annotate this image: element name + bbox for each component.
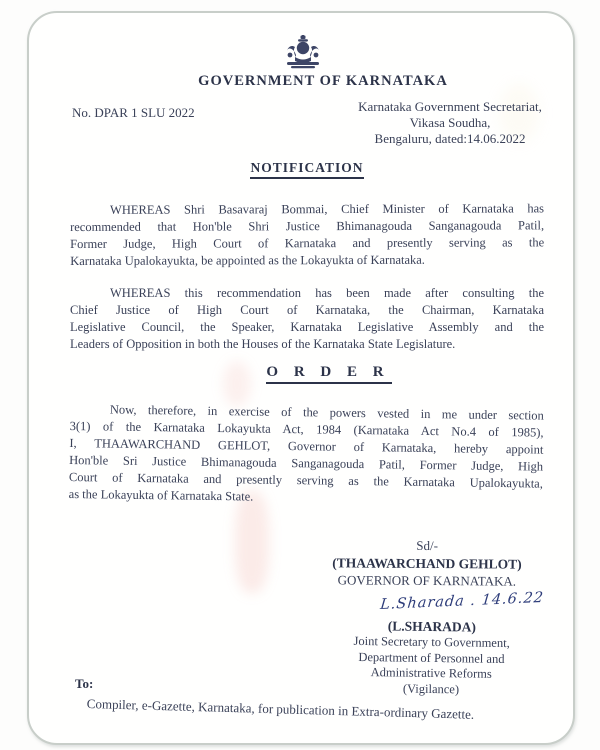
secretary-signature-block bbox=[290, 616, 573, 699]
secretariat-address bbox=[329, 99, 571, 147]
sd-notation: Sd/- bbox=[416, 537, 439, 554]
to-label: To: bbox=[75, 676, 94, 691]
paragraph-line: recommended that Hon'ble Shri Justice Bhimanagouda Sanganagouda Patil, bbox=[70, 218, 545, 234]
address-line: Vikasa Soudha, bbox=[409, 115, 491, 130]
governor-name: (THAAWARCHAND GEHLOT) bbox=[332, 554, 522, 572]
paragraph-line: as the Lokayukta of Karnataka State. bbox=[68, 486, 254, 504]
secretary-name: (L.SHARADA) bbox=[387, 618, 477, 635]
government-title: GOVERNMENT OF KARNATAKA bbox=[198, 73, 448, 89]
notification-heading-row bbox=[35, 159, 579, 179]
paragraph-line: Former Judge, High Court of Karnataka and presently serving as the bbox=[70, 235, 545, 251]
paragraph-line: I, THAAWARCHAND GEHLOT, Governor of Karnataka, hereby appoint bbox=[69, 435, 544, 457]
designation-line: (Vigilance) bbox=[402, 681, 460, 696]
whereas-paragraph-2 bbox=[70, 285, 544, 353]
notification-heading: NOTIFICATION bbox=[250, 160, 363, 179]
order-heading: O R D E R bbox=[266, 364, 391, 384]
paragraph-line: Legislative Council, the Speaker, Karnataka Legislative Assembly and the bbox=[70, 320, 544, 334]
paragraph-line: Chief Justice of High Court of Karnataka, the Chairman, Karnataka bbox=[70, 303, 544, 317]
address-line-date: Bengaluru, dated:14.06.2022 bbox=[374, 131, 526, 146]
whereas-paragraph-1 bbox=[70, 200, 544, 270]
order-paragraph bbox=[69, 401, 544, 510]
designation-line: Department of Personnel and bbox=[358, 649, 505, 666]
scan-smudge bbox=[235, 491, 269, 593]
paragraph-line: WHEREAS Shri Basavaraj Bommai, Chief Minister of Karnataka has bbox=[110, 201, 545, 217]
document-page bbox=[27, 11, 575, 745]
address-line: Karnataka Government Secretariat, bbox=[358, 99, 542, 114]
paragraph-line: Court of Karnataka and presently serving as the Karnataka Upalokayukta, bbox=[68, 469, 543, 491]
paragraph-line: WHEREAS this recommendation has been made after consulting the bbox=[110, 286, 544, 300]
paragraph-line: Leaders of Opposition in both the Houses of the Karnataka State Legislature. bbox=[70, 337, 456, 351]
designation-line: Joint Secretary to Government, bbox=[353, 633, 510, 651]
handwritten-signature: L.Sharada . 14.6.22 bbox=[379, 589, 545, 614]
addressee-line: Compiler, e-Gazette, Karnataka, for publication in Extra-ordinary Gazette. bbox=[86, 696, 475, 722]
paragraph-line: Hon'ble Sri Justice Bhimanagouda Sanganagouda Patil, Former Judge, High bbox=[69, 452, 544, 474]
governor-signature-block bbox=[291, 536, 563, 590]
karnataka-state-emblem-icon bbox=[283, 35, 323, 71]
paragraph-line: Karnataka Upalokayukta, be appointed as the Lokayukta of Karnataka. bbox=[70, 252, 425, 268]
order-heading-row bbox=[57, 363, 600, 384]
governor-title: GOVERNOR OF KARNATAKA. bbox=[337, 572, 517, 589]
designation-line: Administrative Reforms bbox=[370, 665, 492, 681]
reference-number: No. DPAR 1 SLU 2022 bbox=[72, 105, 195, 120]
paragraph-line: 3(1) of the Karnataka Lokayukta Act, 1984 (Karnataka Act No.4 of 1985), bbox=[69, 418, 544, 440]
paragraph-line: Now, therefore, in exercise of the powers vested in me under section bbox=[109, 402, 544, 423]
